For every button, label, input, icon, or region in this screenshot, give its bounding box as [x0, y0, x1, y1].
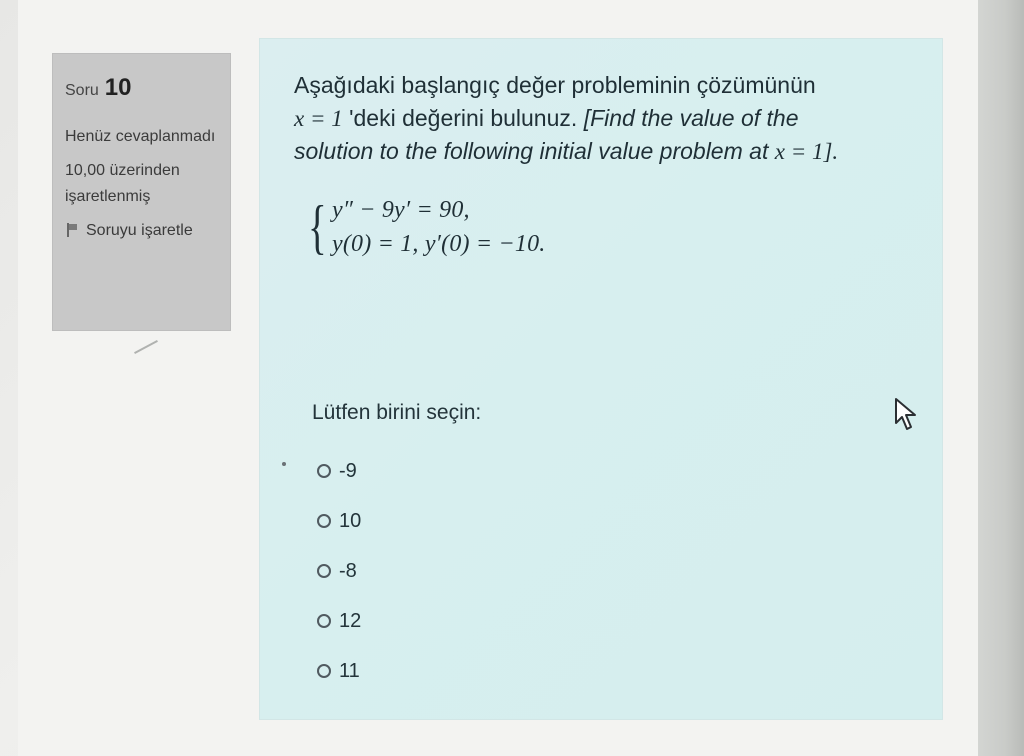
- radio-button-icon[interactable]: [317, 514, 331, 528]
- question-text-tr-2: 'deki değerini bulunuz.: [349, 105, 578, 131]
- cursor-icon: [892, 397, 920, 433]
- option-label[interactable]: 11: [339, 659, 360, 682]
- option-row[interactable]: [317, 646, 361, 696]
- dot-mark: [282, 462, 286, 466]
- equation-1: y″ − 9y′ = 90,: [332, 197, 470, 223]
- x-value-inline: x = 1: [294, 106, 343, 131]
- question-number-line: [65, 74, 218, 102]
- flag-question-link[interactable]: [65, 218, 218, 244]
- option-label[interactable]: -8: [339, 559, 357, 582]
- option-row[interactable]: [317, 446, 361, 496]
- question-points: 10,00 üzerinden işaretlenmiş: [65, 162, 180, 205]
- brace-symbol: {: [308, 194, 327, 260]
- question-info-box: [52, 53, 231, 331]
- question-text-tr: Aşağıdaki başlangıç değer probleminin çözümünün: [294, 72, 816, 98]
- x-value-en: x = 1].: [774, 139, 839, 164]
- option-label[interactable]: 10: [339, 509, 362, 532]
- equation-system: [308, 193, 708, 265]
- option-row[interactable]: [317, 496, 361, 546]
- question-number: 10: [104, 74, 132, 101]
- answer-options: [317, 446, 361, 696]
- choose-prompt: Lütfen birini seçin:: [312, 401, 482, 424]
- option-label[interactable]: -9: [339, 459, 357, 482]
- equation-2: y(0) = 1, y′(0) = −10.: [332, 231, 546, 257]
- question-text-en-1: [Find the value of the: [583, 105, 799, 131]
- screen-edge: [978, 0, 1024, 756]
- option-row[interactable]: [317, 546, 361, 596]
- flag-icon: [65, 223, 79, 237]
- question-text: [294, 69, 914, 168]
- radio-button-icon[interactable]: [317, 664, 331, 678]
- option-row[interactable]: [317, 596, 361, 646]
- radio-button-icon[interactable]: [317, 564, 331, 578]
- radio-button-icon[interactable]: [317, 464, 331, 478]
- answer-status: Henüz cevaplanmadı: [65, 128, 216, 145]
- flag-question-label: Soruyu işaretle: [86, 222, 193, 239]
- option-label[interactable]: 12: [339, 609, 362, 632]
- question-text-en-2: solution to the following initial value problem at: [294, 138, 769, 164]
- radio-button-icon[interactable]: [317, 614, 331, 628]
- question-label: Soru: [65, 82, 99, 99]
- question-panel: [259, 38, 943, 720]
